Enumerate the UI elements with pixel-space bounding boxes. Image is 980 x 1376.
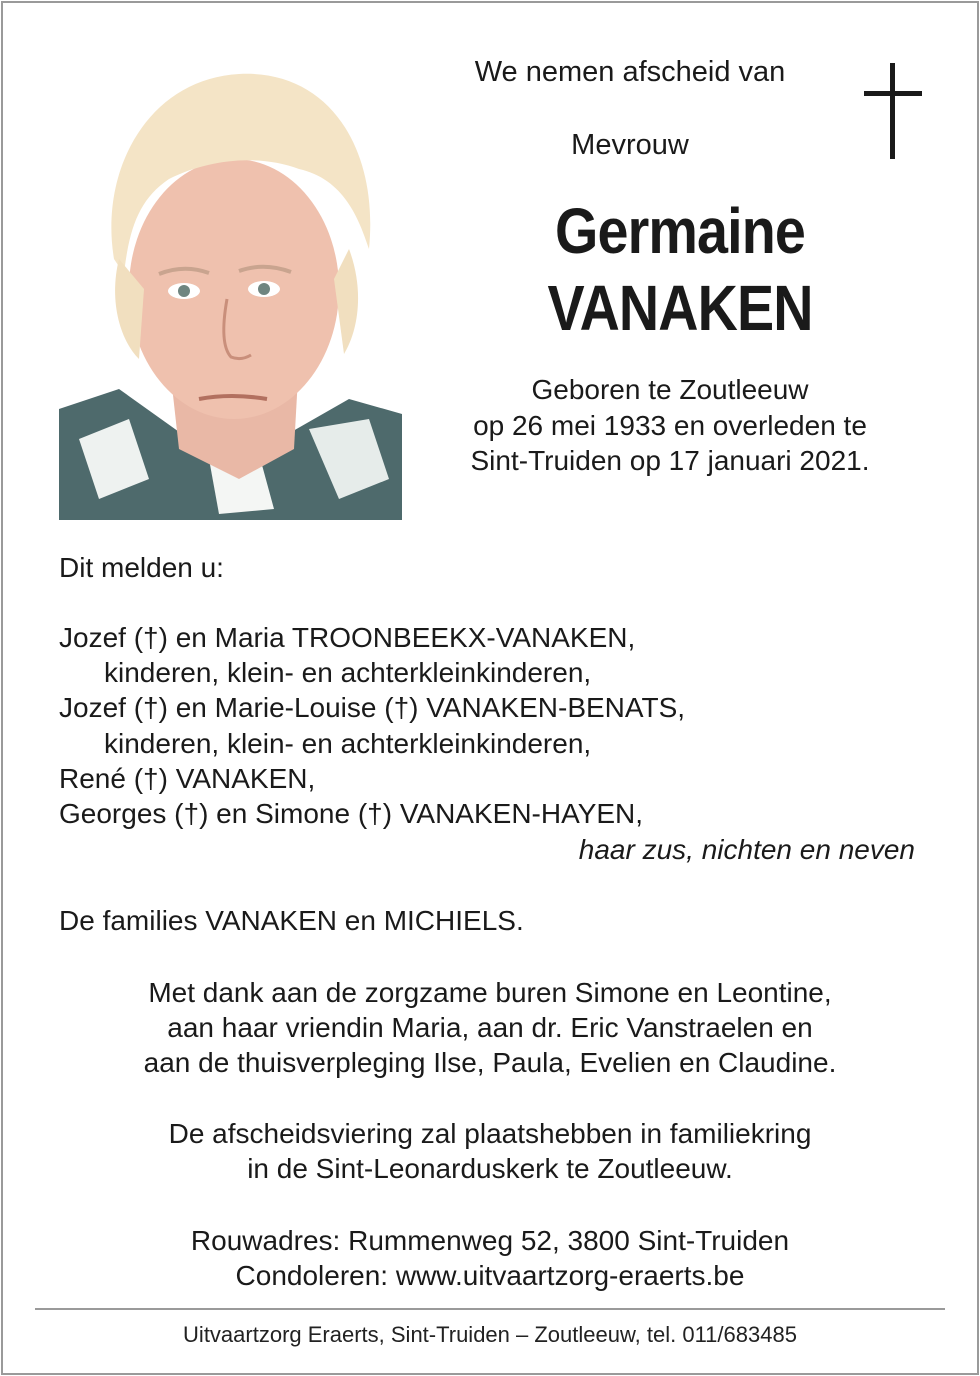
death-line: Sint-Truiden op 17 januari 2021. [470, 445, 870, 476]
families-line: De families VANAKEN en MICHIELS. [59, 905, 524, 936]
ceremony-line: in de Sint-Leonarduskerk te Zoutleeuw. [247, 1153, 733, 1184]
footer-divider [35, 1308, 945, 1310]
announcer-line: kinderen, klein- en achterkleinkinderen, [104, 728, 592, 759]
funeral-home-footer: Uitvaartzorg Eraerts, Sint-Truiden – Zoutleeuw, tel. 011/683485 [183, 1322, 797, 1347]
announcer-line: Georges (†) en Simone (†) VANAKEN-HAYEN, [59, 798, 644, 829]
condolence-link[interactable]: Condoleren: www.uitvaartzorg-eraerts.be [235, 1260, 745, 1291]
announcer-line: Jozef (†) en Maria TROONBEEKX-VANAKEN, [59, 622, 636, 653]
mourning-address: Rouwadres: Rummenweg 52, 3800 Sint-Truiden [190, 1225, 790, 1256]
deceased-last-name: VANAKEN [547, 272, 813, 344]
announcers-heading: Dit melden u: [59, 552, 224, 583]
dates-line: op 26 mei 1933 en overleden te [473, 410, 867, 441]
birth-line: Geboren te Zoutleeuw [531, 374, 809, 405]
cross-icon [864, 63, 922, 159]
deceased-first-name: Germaine [555, 195, 805, 267]
relation-line: haar zus, nichten en neven [578, 834, 915, 865]
ceremony-line: De afscheidsviering zal plaatshebben in familiekring [168, 1118, 812, 1149]
intro-text: We nemen afscheid van [474, 56, 786, 88]
thanks-line: aan haar vriendin Maria, aan dr. Eric Vanstraelen en [167, 1012, 813, 1043]
thanks-line: aan de thuisverpleging Ilse, Paula, Evelien en Claudine. [143, 1047, 837, 1078]
announcer-line: kinderen, klein- en achterkleinkinderen, [104, 657, 592, 688]
portrait-photo [59, 59, 402, 520]
announcer-line: Jozef (†) en Marie-Louise (†) VANAKEN-BENATS, [59, 692, 686, 723]
announcer-line: René (†) VANAKEN, [59, 763, 316, 794]
thanks-line: Met dank aan de zorgzame buren Simone en Leontine, [148, 977, 832, 1008]
salutation: Mevrouw [571, 129, 689, 161]
